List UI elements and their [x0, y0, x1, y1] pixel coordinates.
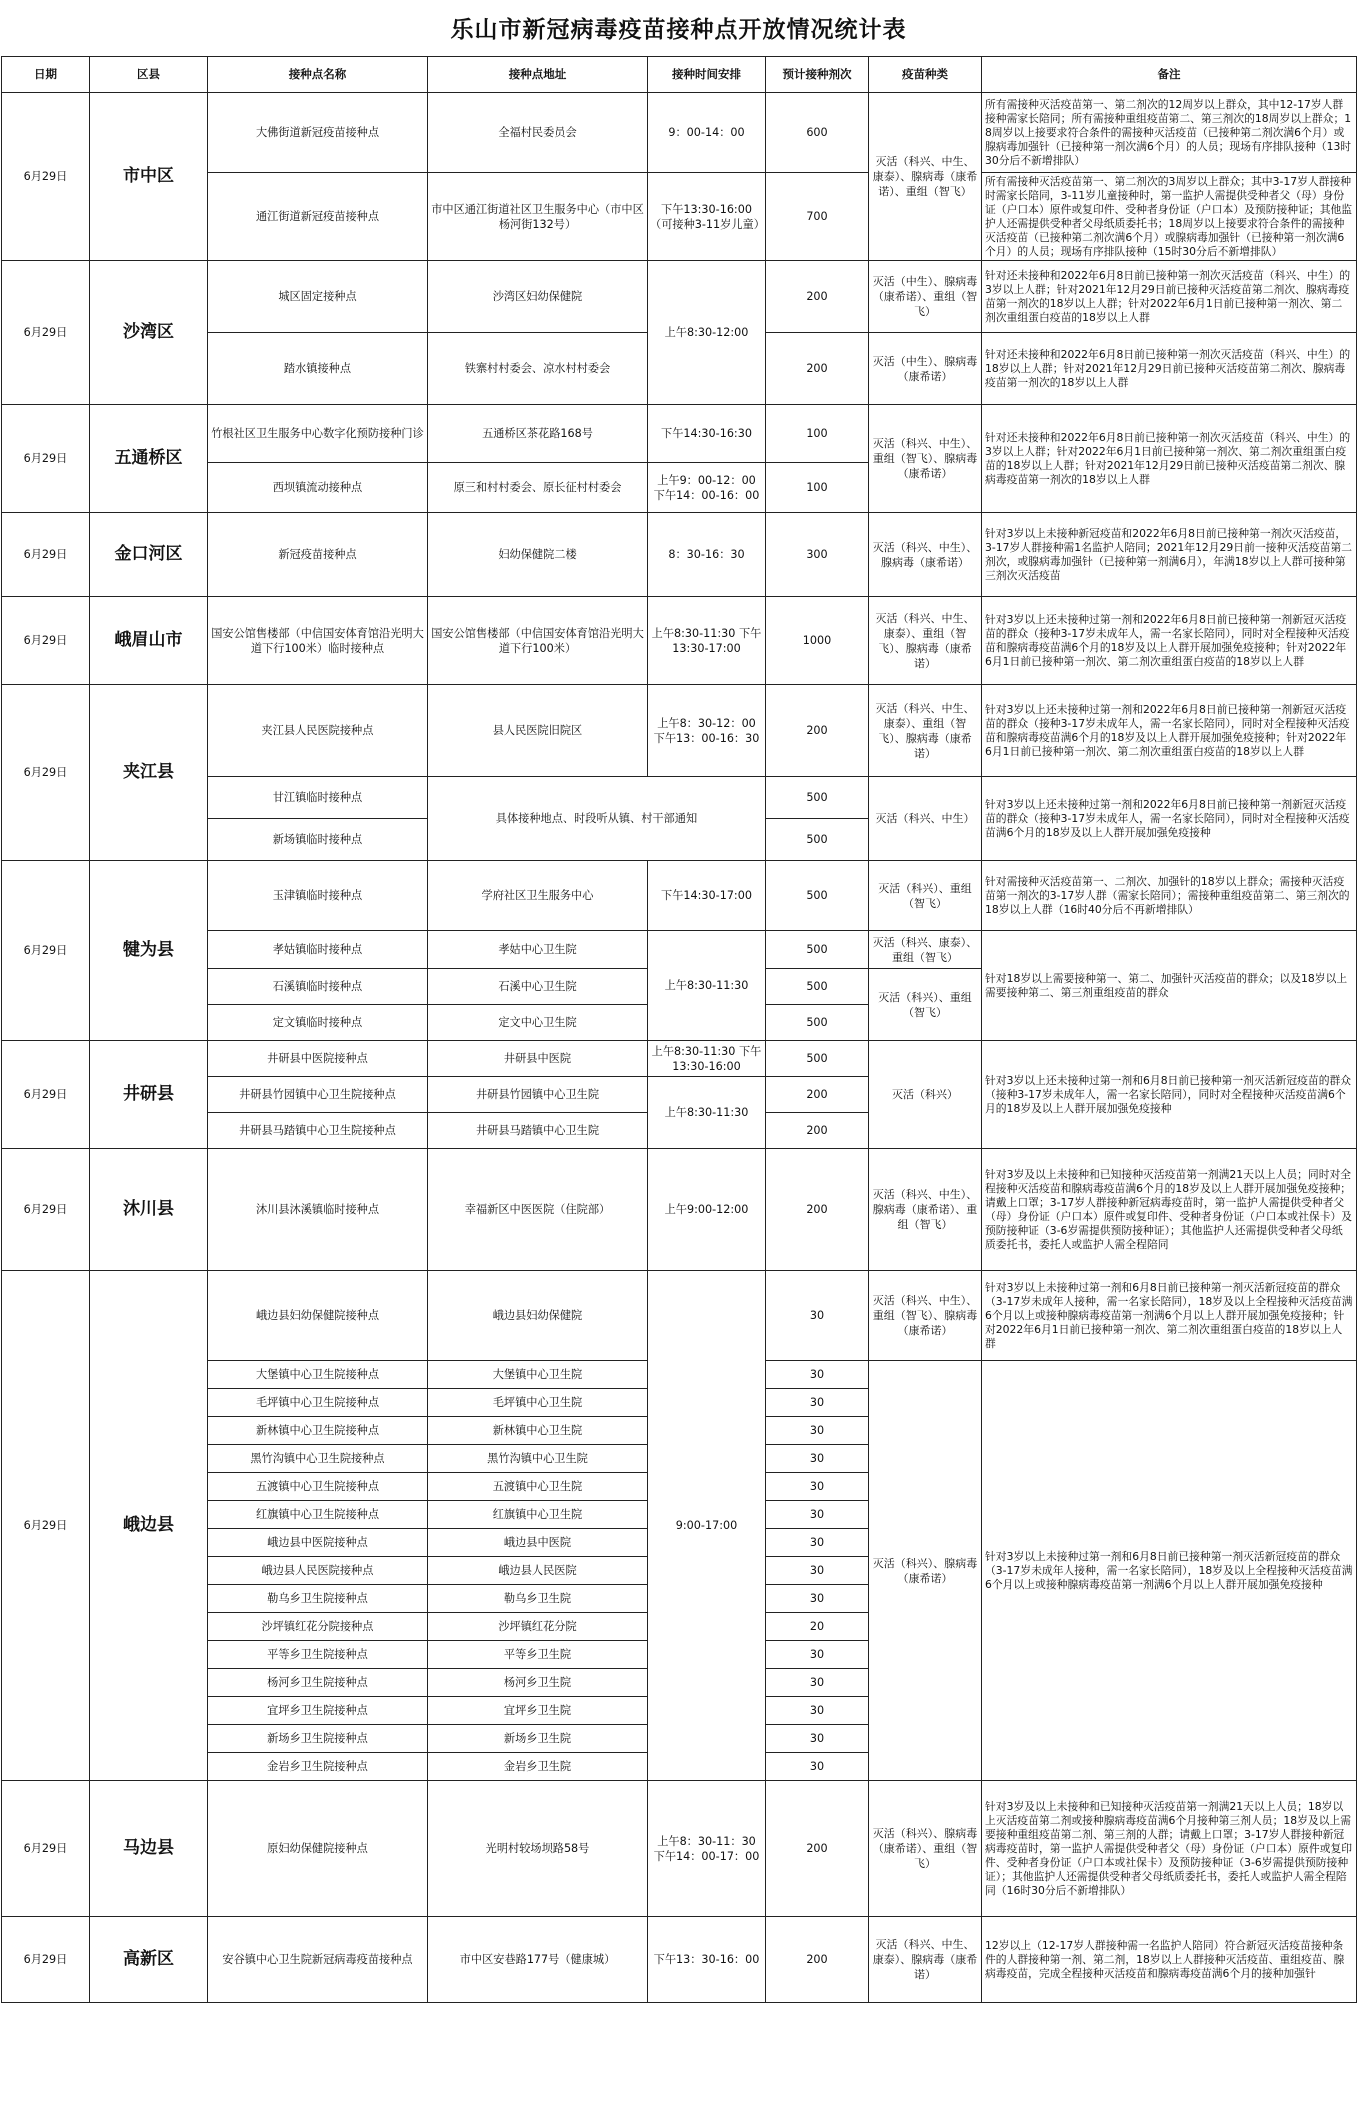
table-cell: 峨边县人民医院接种点: [208, 1557, 428, 1585]
table-cell: 200: [766, 1149, 869, 1271]
table-cell: 国安公馆售楼部（中信国安体育馆沿光明大道下行100米）临时接种点: [208, 597, 428, 685]
table-cell: 针对还未接种和2022年6月8日前已接种第一剂次灭活疫苗（科兴、中生）的3岁以上人群；针对2021年12月29日前已接种灭活疫苗第二剂次、腺病毒疫苗第一剂次的18岁以上人群；针对2022年6月1日前已接种第一剂次、第二剂次重组蛋白疫苗的18岁以上人群: [982, 261, 1357, 333]
table-cell: 市中区: [90, 93, 208, 261]
table-cell: 6月29日: [2, 513, 90, 597]
table-cell: 学府社区卫生服务中心: [428, 861, 648, 931]
table-cell: 五渡镇中心卫生院: [428, 1473, 648, 1501]
table-row: [2, 597, 1357, 685]
table-cell: 灭活（科兴）、腺病毒（康希诺）、重组（智飞）: [869, 1781, 982, 1917]
header-vaccine-type: 疫苗种类: [869, 57, 982, 93]
header-row: [2, 57, 1357, 93]
table-cell: 6月29日: [2, 861, 90, 1041]
table-cell: 宜坪乡卫生院接种点: [208, 1697, 428, 1725]
table-cell: 金岩乡卫生院接种点: [208, 1753, 428, 1781]
table-cell: 定文镇临时接种点: [208, 1005, 428, 1041]
header-site-name: 接种点名称: [208, 57, 428, 93]
table-cell: 30: [766, 1473, 869, 1501]
table-cell: 200: [766, 333, 869, 405]
table-cell: 针对还未接种和2022年6月8日前已接种第一剂次灭活疫苗（科兴、中生）的3岁以上人群；针对2022年6月1日前已接种第一剂次、第二剂次重组蛋白疫苗的18岁以上人群；针对2021年12月29日前已接种灭活疫苗第二剂次、腺病毒疫苗第一剂次的18岁以上人群: [982, 405, 1357, 513]
table-cell: 下午13:30-16:00（可接种3-11岁儿童）: [648, 173, 766, 261]
table-cell: 石溪镇临时接种点: [208, 969, 428, 1005]
table-cell: 20: [766, 1613, 869, 1641]
table-cell: 针对3岁以上还未接种过第一剂和2022年6月8日前已接种第一剂新冠灭活疫苗的群众（接种3-17岁未成年人，需一名家长陪同），同时对全程接种灭活疫苗和腺病毒疫苗满6个月的18岁及以上人群开展加强免疫接种；针对2022年6月1日前已接种第一剂次、第二剂次重组蛋白疫苗的18岁以上人群: [982, 685, 1357, 777]
table-row: [2, 513, 1357, 597]
table-cell: 8：30-16：30: [648, 513, 766, 597]
table-cell: 灭活（中生）、腺病毒（康希诺）: [869, 333, 982, 405]
table-cell: 灭活（科兴、康泰）、重组（智飞）: [869, 931, 982, 969]
table-cell: 针对18岁以上需要接种第一、第二、加强针灭活疫苗的群众；以及18岁以上需要接种第二、第三剂重组疫苗的群众: [982, 931, 1357, 1041]
table-cell: 上午8：30-11：30 下午14：00-17：00: [648, 1781, 766, 1917]
table-cell: 新场镇临时接种点: [208, 819, 428, 861]
table-cell: 石溪中心卫生院: [428, 969, 648, 1005]
table-cell: 6月29日: [2, 1271, 90, 1781]
table-cell: 500: [766, 861, 869, 931]
table-cell: 井研县: [90, 1041, 208, 1149]
table-cell: 新林镇中心卫生院: [428, 1417, 648, 1445]
table-cell: 针对需接种灭活疫苗第一、二剂次、加强针的18岁以上群众；需接种灭活疫苗第一剂次的3-17岁人群（需家长陪同）；需接种重组疫苗第二、第三剂次的18岁以上人群（16时40分后不再新增排队）: [982, 861, 1357, 931]
table-cell: 大堡镇中心卫生院: [428, 1361, 648, 1389]
table-cell: 甘江镇临时接种点: [208, 777, 428, 819]
table-cell: 峨边县中医院接种点: [208, 1529, 428, 1557]
table-cell: 勒乌乡卫生院接种点: [208, 1585, 428, 1613]
table-cell: 红旗镇中心卫生院: [428, 1501, 648, 1529]
table-cell: 峨边县人民医院: [428, 1557, 648, 1585]
table-cell: 上午8:30-12:00: [648, 261, 766, 405]
table-cell: 毛坪镇中心卫生院接种点: [208, 1389, 428, 1417]
table-cell: 杨河乡卫生院接种点: [208, 1669, 428, 1697]
table-cell: 新冠疫苗接种点: [208, 513, 428, 597]
table-cell: 灭活（科兴）: [869, 1041, 982, 1149]
table-cell: 灭活（科兴、中生）、重组（智飞）、腺病毒（康希诺）: [869, 405, 982, 513]
table-cell: 针对3岁以上还未接种过第一剂和2022年6月8日前已接种第一剂新冠灭活疫苗的群众（接种3-17岁未成年人，需一名家长陪同），同时对全程接种灭活疫苗满6个月的18岁及以上人群开展加强免疫接种: [982, 777, 1357, 861]
table-cell: 上午8:30-11:30: [648, 1077, 766, 1149]
table-cell: 夹江县: [90, 685, 208, 861]
page-title: 乐山市新冠病毒疫苗接种点开放情况统计表: [450, 16, 907, 43]
table-cell: 6月29日: [2, 93, 90, 261]
table-cell: 500: [766, 931, 869, 969]
table-row: [2, 1149, 1357, 1271]
table-cell: 30: [766, 1669, 869, 1697]
table-cell: 具体接种地点、时段听从镇、村干部通知: [428, 777, 766, 861]
table-cell: 灭活（科兴、中生）、腺病毒（康希诺）: [869, 513, 982, 597]
table-row: [2, 1917, 1357, 2003]
table-cell: 30: [766, 1585, 869, 1613]
table-cell: 金岩乡卫生院: [428, 1753, 648, 1781]
table-cell: 500: [766, 777, 869, 819]
table-cell: 灭活（科兴、中生）、腺病毒（康希诺）、重组（智飞）: [869, 1149, 982, 1271]
table-cell: 杨河乡卫生院: [428, 1669, 648, 1697]
table-cell: 针对3岁及以上未接种和已知接种灭活疫苗第一剂满21天以上人员；同时对全程接种灭活疫苗和腺病毒疫苗满6个月的18岁及以上人群开展加强免疫接种；请戴上口罩；3-17岁人群接种新冠病毒疫苗时，第一监护人需提供受种者父（母）身份证（户口本）原件或复印件、受种者身份证（户口本或社保卡）及预防接种证（3-6岁需提供预防接种证）；其他监护人还需提供受种者父母纸质委托书，委托人或监护人需全程陪同: [982, 1149, 1357, 1271]
table-cell: 6月29日: [2, 685, 90, 861]
table-row: [2, 1041, 1357, 1077]
table-row: [2, 861, 1357, 931]
table-cell: 下午13：30-16：00: [648, 1917, 766, 2003]
table-cell: 光明村较场坝路58号: [428, 1781, 648, 1917]
table-cell: 上午8:30-11:30 下午13:30-16:00: [648, 1041, 766, 1077]
table-cell: 针对3岁以上未接种过第一剂和6月8日前已接种第一剂灭活新冠疫苗的群众（3-17岁未成年人接种，需一名家长陪同），18岁及以上全程接种灭活疫苗满6个月以上或接种腺病毒疫苗第一剂满6个月以上人群开展加强免疫接种；针对2022年6月1日前已接种第一剂次、第二剂次重组蛋白疫苗的18岁以上人群: [982, 1271, 1357, 1361]
table-cell: 100: [766, 463, 869, 513]
table-cell: 新林镇中心卫生院接种点: [208, 1417, 428, 1445]
table-cell: 县人民医院旧院区: [428, 685, 648, 777]
table-cell: 西坝镇流动接种点: [208, 463, 428, 513]
table-cell: 500: [766, 819, 869, 861]
table-cell: 200: [766, 1113, 869, 1149]
table-cell: 针对3岁以上还未接种过第一剂和6月8日前已接种第一剂灭活新冠疫苗的群众（接种3-17岁未成年人，需一名家长陪同），同时对全程接种灭活疫苗满6个月的18岁及以上人群开展加强免疫接种: [982, 1041, 1357, 1149]
table-cell: 针对3岁及以上未接种和已知接种灭活疫苗第一剂满21天以上人员；18岁以上灭活疫苗第二剂或接种腺病毒疫苗满6个月接种第三剂人员；18岁及以上需要接种重组疫苗第二剂、第三剂的人群；请戴上口罩；3-17岁人群接种新冠病毒疫苗时，第一监护人需提供受种者父（母）身份证（户口本）原件或复印件、受种者身份证（户口本或社保卡）及预防接种证（3-6岁需提供预防接种证）；其他监护人还需提供受种者父母纸质委托书，委托人或监护人需全程陪同（16时30分后不新增排队）: [982, 1781, 1357, 1917]
table-cell: 6月29日: [2, 597, 90, 685]
table-cell: 上午8：30-12：00 下午13：00-16：30: [648, 685, 766, 777]
table-cell: 针对3岁以上还未接种过第一剂和2022年6月8日前已接种第一剂新冠灭活疫苗的群众（接种3-17岁未成年人，需一名家长陪同），同时对全程接种灭活疫苗和腺病毒疫苗满6个月的18岁及以上人群开展加强免疫接种；针对2022年6月1日前已接种第一剂次、第二剂次重组蛋白疫苗的18岁以上人群: [982, 597, 1357, 685]
table-cell: 峨边县中医院: [428, 1529, 648, 1557]
table-cell: 勒乌乡卫生院: [428, 1585, 648, 1613]
table-cell: 毛坪镇中心卫生院: [428, 1389, 648, 1417]
table-cell: 30: [766, 1529, 869, 1557]
table-cell: 井研县竹园镇中心卫生院接种点: [208, 1077, 428, 1113]
table-cell: 沙湾区妇幼保健院: [428, 261, 648, 333]
table-row: [2, 685, 1357, 777]
table-cell: 黑竹沟镇中心卫生院: [428, 1445, 648, 1473]
table-cell: 沙坪镇红花分院: [428, 1613, 648, 1641]
table-cell: 6月29日: [2, 405, 90, 513]
table-cell: 峨边县妇幼保健院接种点: [208, 1271, 428, 1361]
table-cell: 针对3岁以上未接种过第一剂和6月8日前已接种第一剂灭活新冠疫苗的群众（3-17岁未成年人接种，需一名家长陪同），18岁及以上全程接种灭活疫苗满6个月以上或接种腺病毒疫苗第一剂满6个月以上人群开展加强免疫接种: [982, 1361, 1357, 1781]
table-cell: 灭活（科兴、中生）: [869, 777, 982, 861]
table-cell: 30: [766, 1271, 869, 1361]
table-cell: 井研县马踏镇中心卫生院接种点: [208, 1113, 428, 1149]
table-cell: 夹江县人民医院接种点: [208, 685, 428, 777]
table-cell: 灭活（科兴、中生、康泰）、重组（智飞）、腺病毒（康希诺）: [869, 597, 982, 685]
header-doses: 预计接种剂次: [766, 57, 869, 93]
table-cell: 30: [766, 1753, 869, 1781]
table-cell: 30: [766, 1697, 869, 1725]
table-cell: 新场乡卫生院: [428, 1725, 648, 1753]
table-cell: 井研县中医院接种点: [208, 1041, 428, 1077]
table-cell: 200: [766, 261, 869, 333]
table-cell: 通江街道新冠疫苗接种点: [208, 173, 428, 261]
table-cell: 30: [766, 1501, 869, 1529]
table-cell: 针对3岁以上未接种新冠疫苗和2022年6月8日前已接种第一剂次灭活疫苗，3-17岁人群接种需1名监护人陪同；2021年12月29日前一接种灭活疫苗第二剂次，或腺病毒加强针（已接种第一剂满6月），年满18岁以上人群可接种第三剂次灭活疫苗: [982, 513, 1357, 597]
table-row: [2, 1781, 1357, 1917]
table-cell: 井研县马踏镇中心卫生院: [428, 1113, 648, 1149]
table-cell: 大堡镇中心卫生院接种点: [208, 1361, 428, 1389]
table-cell: 全福村民委员会: [428, 93, 648, 173]
table-cell: 沙坪镇红花分院接种点: [208, 1613, 428, 1641]
table-cell: 井研县中医院: [428, 1041, 648, 1077]
header-district: 区县: [90, 57, 208, 93]
table-cell: 平等乡卫生院: [428, 1641, 648, 1669]
table-cell: 6月29日: [2, 1781, 90, 1917]
table-row: [2, 261, 1357, 333]
table-cell: 30: [766, 1641, 869, 1669]
table-cell: 市中区安巷路177号（健康城）: [428, 1917, 648, 2003]
table-cell: 12岁以上（12-17岁人群接种需一名监护人陪同）符合新冠灭活疫苗接种条件的人群接种第一剂、第二剂，18岁以上人群接种灭活疫苗、重组疫苗、腺病毒疫苗，完成全程接种灭活疫苗和腺病毒疫苗满6个月的接种加强针: [982, 1917, 1357, 2003]
table-cell: 铁寨村村委会、凉水村村委会: [428, 333, 648, 405]
table-cell: 6月29日: [2, 1041, 90, 1149]
table-cell: 9:00-17:00: [648, 1271, 766, 1781]
table-cell: 灭活（科兴）、重组（智飞）: [869, 969, 982, 1041]
table-cell: 红旗镇中心卫生院接种点: [208, 1501, 428, 1529]
table-cell: 6月29日: [2, 1149, 90, 1271]
table-cell: 玉津镇临时接种点: [208, 861, 428, 931]
table-cell: 孝姑中心卫生院: [428, 931, 648, 969]
table-cell: 五通桥区茶花路168号: [428, 405, 648, 463]
table-cell: 黑竹沟镇中心卫生院接种点: [208, 1445, 428, 1473]
table-cell: 沙湾区: [90, 261, 208, 405]
table-cell: 200: [766, 1781, 869, 1917]
table-cell: 宜坪乡卫生院: [428, 1697, 648, 1725]
table-row: [2, 405, 1357, 463]
table-cell: 200: [766, 1917, 869, 2003]
table-cell: 犍为县: [90, 861, 208, 1041]
table-cell: 峨边县: [90, 1271, 208, 1781]
table-cell: 灭活（科兴、中生、康泰）、重组（智飞）、腺病毒（康希诺）: [869, 685, 982, 777]
table-cell: 上午8:30-11:30: [648, 931, 766, 1041]
table-cell: 30: [766, 1725, 869, 1753]
table-cell: 针对还未接种和2022年6月8日前已接种第一剂次灭活疫苗（科兴、中生）的18岁以上人群；针对2021年12月29日前已接种灭活疫苗第二剂次、腺病毒疫苗第一剂次的18岁以上人群: [982, 333, 1357, 405]
table-cell: 9：00-14：00: [648, 93, 766, 173]
table-cell: 新场乡卫生院接种点: [208, 1725, 428, 1753]
vaccination-table: [1, 56, 1357, 2003]
table-cell: 五通桥区: [90, 405, 208, 513]
table-cell: 灭活（中生）、腺病毒（康希诺）、重组（智飞）: [869, 261, 982, 333]
header-site-address: 接种点地址: [428, 57, 648, 93]
table-cell: 所有需接种灭活疫苗第一、第二剂次的12周岁以上群众，其中12-17岁人群接种需家长陪同；所有需接种重组疫苗第二、第三剂次的18周岁以上群众；18周岁以上接要求符合条件的需接种灭活疫苗（已接种第二剂次满6个月）或腺病毒加强针（已接种第一剂次满6个月）的人员；现场有序排队接种（13时30分后不新增排队）: [982, 93, 1357, 173]
table-cell: 500: [766, 969, 869, 1005]
table-cell: 6月29日: [2, 261, 90, 405]
table-cell: 灭活（科兴）、腺病毒（康希诺）: [869, 1361, 982, 1781]
table-row: [2, 1271, 1357, 1361]
table-cell: 灭活（科兴、中生、康泰）、腺病毒（康希诺）: [869, 1917, 982, 2003]
header-remarks: 备注: [982, 57, 1357, 93]
table-cell: 500: [766, 1005, 869, 1041]
table-cell: 五渡镇中心卫生院接种点: [208, 1473, 428, 1501]
table-cell: 600: [766, 93, 869, 173]
table-cell: 300: [766, 513, 869, 597]
table-cell: 井研县竹园镇中心卫生院: [428, 1077, 648, 1113]
table-cell: 国安公馆售楼部（中信国安体育馆沿光明大道下行100米）: [428, 597, 648, 685]
table-cell: 大佛街道新冠疫苗接种点: [208, 93, 428, 173]
table-cell: 所有需接种灭活疫苗第一、第二剂次的3周岁以上群众；其中3-17岁人群接种时需家长陪同，3-11岁儿童接种时，第一监护人需提供受种者父（母）身份证（户口本）原件或复印件、受种者身份证（户口本）及预防接种证；其他监护人还需提供受种者父母纸质委托书；18周岁以上接要求符合条件的需接种灭活疫苗（已接种第二剂次满6个月）或腺病毒加强针（已接种第一剂次满6个月）的人员；现场有序排队接种（15时30分后不新增排队）: [982, 173, 1357, 261]
table-cell: 妇幼保健院二楼: [428, 513, 648, 597]
table-cell: 100: [766, 405, 869, 463]
table-cell: 定文中心卫生院: [428, 1005, 648, 1041]
table-cell: 原三和村村委会、原长征村村委会: [428, 463, 648, 513]
table-cell: 峨眉山市: [90, 597, 208, 685]
table-cell: 30: [766, 1389, 869, 1417]
table-cell: 孝姑镇临时接种点: [208, 931, 428, 969]
table-cell: 灭活（科兴、中生）、重组（智飞）、腺病毒（康希诺）: [869, 1271, 982, 1361]
table-cell: 沐川县沐溪镇临时接种点: [208, 1149, 428, 1271]
table-cell: 500: [766, 1041, 869, 1077]
table-cell: 竹根社区卫生服务中心数字化预防接种门诊: [208, 405, 428, 463]
header-schedule: 接种时间安排: [648, 57, 766, 93]
table-cell: 200: [766, 685, 869, 777]
table-cell: 上午8:30-11:30 下午13:30-17:00: [648, 597, 766, 685]
table-cell: 灭活（科兴、中生、康泰）、腺病毒（康希诺）、重组（智飞）: [869, 93, 982, 261]
table-cell: 30: [766, 1557, 869, 1585]
header-date: 日期: [2, 57, 90, 93]
table-cell: 30: [766, 1361, 869, 1389]
table-row: [2, 93, 1357, 173]
table-cell: 灭活（科兴）、重组（智飞）: [869, 861, 982, 931]
table-cell: 马边县: [90, 1781, 208, 1917]
table-cell: 金口河区: [90, 513, 208, 597]
table-cell: 下午14:30-16:30: [648, 405, 766, 463]
table-cell: 市中区通江街道社区卫生服务中心（市中区杨河街132号）: [428, 173, 648, 261]
table-cell: 沐川县: [90, 1149, 208, 1271]
table-cell: 1000: [766, 597, 869, 685]
table-cell: 安谷镇中心卫生院新冠病毒疫苗接种点: [208, 1917, 428, 2003]
table-cell: 6月29日: [2, 1917, 90, 2003]
table-cell: 高新区: [90, 1917, 208, 2003]
table-cell: 上午9:00-12:00: [648, 1149, 766, 1271]
table-cell: 30: [766, 1445, 869, 1473]
table-cell: 下午14:30-17:00: [648, 861, 766, 931]
table-cell: 200: [766, 1077, 869, 1113]
table-cell: 700: [766, 173, 869, 261]
table-cell: 上午9：00-12：00 下午14：00-16：00: [648, 463, 766, 513]
table-cell: 峨边县妇幼保健院: [428, 1271, 648, 1361]
table-cell: 平等乡卫生院接种点: [208, 1641, 428, 1669]
table-cell: 幸福新区中医医院（住院部）: [428, 1149, 648, 1271]
table-cell: 原妇幼保健院接种点: [208, 1781, 428, 1917]
table-cell: 30: [766, 1417, 869, 1445]
table-cell: 城区固定接种点: [208, 261, 428, 333]
table-cell: 踏水镇接种点: [208, 333, 428, 405]
